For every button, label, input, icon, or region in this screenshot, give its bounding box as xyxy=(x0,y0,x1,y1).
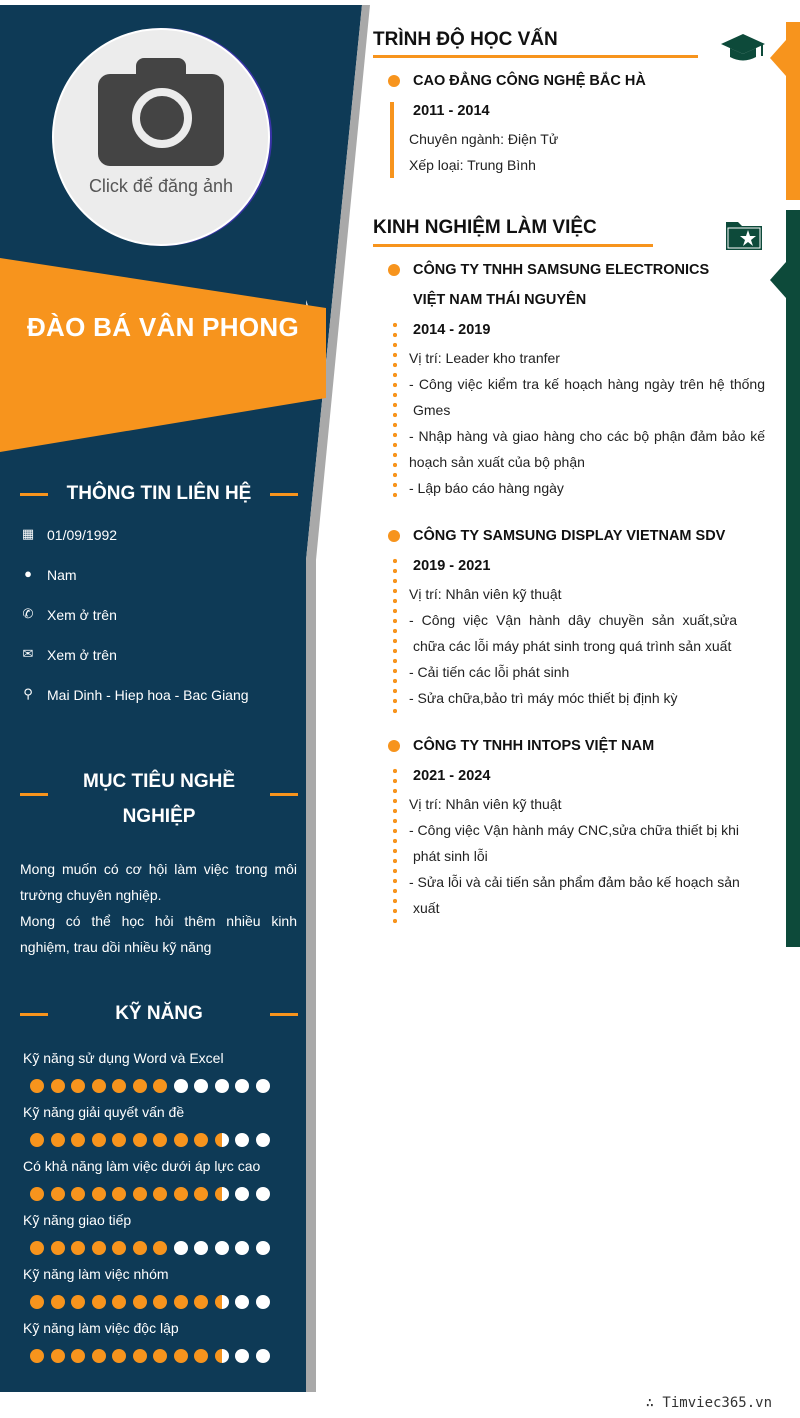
skill-dot xyxy=(235,1133,249,1147)
skill-dot xyxy=(112,1349,126,1363)
skill-dot xyxy=(71,1187,85,1201)
skill-dot xyxy=(51,1133,65,1147)
job-detail: - Công việc kiểm tra kế hoạch hàng ngày trên hệ thống xyxy=(409,376,765,392)
skill-dot xyxy=(71,1295,85,1309)
skill-label: Kỹ năng sử dụng Word và Excel xyxy=(23,1050,224,1066)
skill-dot xyxy=(133,1079,147,1093)
skill-dot xyxy=(194,1349,208,1363)
job-detail: - Sửa chữa,bảo trì máy móc thiết bị định kỳ xyxy=(409,690,678,706)
skill-dot xyxy=(153,1241,167,1255)
objective-text xyxy=(20,856,297,960)
contact-phone-text: Xem ở trên xyxy=(47,607,117,623)
email-icon: ✉ xyxy=(22,646,34,661)
contact-email-text: Xem ở trên xyxy=(47,647,117,663)
skill-dot xyxy=(194,1187,208,1201)
skill-dot xyxy=(256,1079,270,1093)
skill-label: Kỹ năng làm việc độc lập xyxy=(23,1320,179,1336)
skill-dot xyxy=(256,1187,270,1201)
job-bullet xyxy=(388,530,400,542)
skill-dot xyxy=(194,1079,208,1093)
contact-address xyxy=(20,686,310,706)
skills-heading xyxy=(20,1003,298,1025)
avatar-upload[interactable] xyxy=(52,28,270,246)
skill-label: Có khả năng làm việc dưới áp lực cao xyxy=(23,1158,261,1174)
objective-title-line2: NGHIỆP xyxy=(122,806,196,827)
skill-dot xyxy=(215,1241,229,1255)
experience-underline xyxy=(373,244,653,247)
skill-dot xyxy=(133,1187,147,1201)
skill-dot xyxy=(51,1079,65,1093)
skill-dot xyxy=(133,1241,147,1255)
skill-dot xyxy=(112,1241,126,1255)
camera-lens xyxy=(132,88,192,148)
job-detail: chữa các lỗi máy phát sinh trong quá trình sản xuất xyxy=(413,638,732,654)
skill-dot xyxy=(71,1349,85,1363)
skill-dot xyxy=(174,1133,188,1147)
skill-dot xyxy=(153,1349,167,1363)
skill-dot xyxy=(215,1187,229,1201)
job-company: CÔNG TY TNHH SAMSUNG ELECTRONICS xyxy=(413,262,710,278)
skill-dot xyxy=(153,1187,167,1201)
skill-dot xyxy=(256,1295,270,1309)
skill-dot xyxy=(174,1187,188,1201)
skill-dot xyxy=(133,1133,147,1147)
education-school: CAO ĐẲNG CÔNG NGHỆ BẮC HÀ xyxy=(413,73,646,89)
skill-dot xyxy=(174,1295,188,1309)
skill-dot xyxy=(51,1187,65,1201)
contact-gender-text: Nam xyxy=(47,567,77,583)
calendar-icon: ▦ xyxy=(21,526,35,541)
skill-dot xyxy=(92,1187,106,1201)
user-icon: ● xyxy=(24,566,32,581)
education-major: Chuyên ngành: Điện Tử xyxy=(409,131,559,147)
job-detail: - Lập báo cáo hàng ngày xyxy=(409,480,564,496)
job-timeline xyxy=(393,320,397,500)
contact-dob-text: 01/09/1992 xyxy=(47,527,118,543)
skill-dot xyxy=(235,1241,249,1255)
skill-dot xyxy=(153,1295,167,1309)
skill-dot xyxy=(215,1079,229,1093)
job-bullet xyxy=(388,740,400,752)
skill-dot xyxy=(92,1079,106,1093)
job-timeline xyxy=(393,556,397,714)
objective-line: Mong có thể học hỏi thêm nhiều kinh xyxy=(20,913,297,929)
skill-dot xyxy=(51,1241,65,1255)
phone-icon: ✆ xyxy=(22,606,34,621)
skill-dot xyxy=(51,1295,65,1309)
contact-title: THÔNG TIN LIÊN HỆ xyxy=(66,483,252,504)
skill-dot xyxy=(51,1349,65,1363)
skill-dot xyxy=(194,1295,208,1309)
watermark-footer[interactable]: ∴ Timviec365.vn xyxy=(645,1395,772,1411)
skill-dot xyxy=(174,1241,188,1255)
job-years: 2021 - 2024 xyxy=(413,768,491,784)
skill-dot xyxy=(30,1295,44,1309)
job-detail: Vị trí: Nhân viên kỹ thuật xyxy=(409,796,562,812)
skill-rating xyxy=(30,1241,270,1255)
skill-dot xyxy=(194,1133,208,1147)
skills-title: KỸ NĂNG xyxy=(115,1003,203,1024)
skill-dot xyxy=(174,1349,188,1363)
contact-address-text: Mai Dinh - Hiep hoa - Bac Giang xyxy=(47,687,249,703)
job-company: CÔNG TY TNHH INTOPS VIỆT NAM xyxy=(413,738,655,754)
skill-dot xyxy=(30,1187,44,1201)
job-detail: Gmes xyxy=(413,402,451,418)
skill-dot xyxy=(153,1133,167,1147)
skill-dot xyxy=(112,1295,126,1309)
objective-heading xyxy=(20,764,298,834)
graduation-cap-icon xyxy=(720,32,766,64)
contact-dob xyxy=(20,526,310,546)
skill-dot xyxy=(71,1241,85,1255)
education-underline xyxy=(373,55,698,58)
heading-bar xyxy=(20,793,48,796)
education-timeline xyxy=(390,102,394,178)
job-detail: - Nhập hàng và giao hàng cho các bộ phận đảm bảo kế xyxy=(409,428,765,444)
skill-dot xyxy=(194,1241,208,1255)
experience-title: KINH NGHIỆM LÀM VIỆC xyxy=(373,217,597,238)
skill-dot xyxy=(256,1133,270,1147)
education-years: 2011 - 2014 xyxy=(413,103,490,119)
skill-dot xyxy=(235,1295,249,1309)
skill-dot xyxy=(133,1349,147,1363)
skill-rating xyxy=(30,1295,270,1309)
skill-rating xyxy=(30,1187,270,1201)
contact-phone xyxy=(20,606,310,626)
objective-line: nghiệm, trau dồi nhiều kỹ năng xyxy=(20,939,212,955)
skill-rating xyxy=(30,1133,270,1147)
skill-dot xyxy=(92,1295,106,1309)
location-icon: ⚲ xyxy=(23,686,33,701)
skill-dot xyxy=(215,1133,229,1147)
skill-dot xyxy=(30,1133,44,1147)
skill-dot xyxy=(235,1187,249,1201)
skill-dot xyxy=(215,1349,229,1363)
objective-title-line1: MỤC TIÊU NGHỀ xyxy=(83,771,235,792)
job-detail: - Công việc Vận hành dây chuyền sản xuất,sửa xyxy=(409,612,737,628)
skill-dot xyxy=(256,1241,270,1255)
skill-dot xyxy=(92,1241,106,1255)
skill-dot xyxy=(30,1349,44,1363)
skill-dot xyxy=(256,1349,270,1363)
skill-dot xyxy=(71,1133,85,1147)
skill-dot xyxy=(235,1349,249,1363)
education-bullet xyxy=(388,75,400,87)
job-bullet xyxy=(388,264,400,276)
job-years: 2019 - 2021 xyxy=(413,558,491,574)
skill-dot xyxy=(71,1079,85,1093)
job-detail: xuất xyxy=(413,900,440,916)
skill-rating xyxy=(30,1079,270,1093)
folder-star-icon xyxy=(724,218,764,252)
contact-email xyxy=(20,646,310,666)
skill-label: Kỹ năng giải quyết vấn đề xyxy=(23,1104,185,1120)
job-detail: phát sinh lỗi xyxy=(413,848,488,864)
objective-line: Mong muốn có cơ hội làm việc trong môi xyxy=(20,861,297,877)
heading-bar xyxy=(270,493,298,496)
job-detail: Vị trí: Nhân viên kỹ thuật xyxy=(409,586,562,602)
skill-dot xyxy=(174,1079,188,1093)
skill-label: Kỹ năng giao tiếp xyxy=(23,1212,132,1228)
skill-dot xyxy=(153,1079,167,1093)
heading-bar xyxy=(270,1013,298,1016)
contact-gender xyxy=(20,566,310,586)
contact-heading xyxy=(20,483,298,505)
skill-dot xyxy=(92,1349,106,1363)
candidate-name: ĐÀO BÁ VÂN PHONG xyxy=(26,312,300,342)
job-detail: - Sửa lỗi và cải tiến sản phẩm đảm bảo kế hoạch sản xyxy=(409,874,740,890)
skill-dot xyxy=(30,1079,44,1093)
job-detail: hoạch sản xuất của bộ phận xyxy=(409,454,585,470)
job-timeline xyxy=(393,766,397,924)
skill-dot xyxy=(215,1295,229,1309)
job-company: VIỆT NAM THÁI NGUYÊN xyxy=(413,292,587,308)
education-grade: Xếp loại: Trung Bình xyxy=(409,157,536,173)
avatar-label: Click để đăng ảnh xyxy=(88,176,234,196)
skill-dot xyxy=(133,1295,147,1309)
heading-bar xyxy=(270,793,298,796)
skill-label: Kỹ năng làm việc nhóm xyxy=(23,1266,169,1282)
job-company: CÔNG TY SAMSUNG DISPLAY VIETNAM SDV xyxy=(413,528,726,544)
skill-dot xyxy=(235,1079,249,1093)
skill-dot xyxy=(112,1133,126,1147)
skill-rating xyxy=(30,1349,270,1363)
job-detail: Vị trí: Leader kho tranfer xyxy=(409,350,560,366)
skill-dot xyxy=(112,1187,126,1201)
heading-bar xyxy=(20,1013,48,1016)
job-detail: - Công việc Vận hành máy CNC,sửa chữa thiết bị khi xyxy=(409,822,740,838)
job-years: 2014 - 2019 xyxy=(413,322,491,338)
heading-bar xyxy=(20,493,48,496)
skill-dot xyxy=(30,1241,44,1255)
education-title: TRÌNH ĐỘ HỌC VẤN xyxy=(373,29,558,50)
skill-dot xyxy=(112,1079,126,1093)
skill-dot xyxy=(92,1133,106,1147)
job-detail: - Cải tiến các lỗi phát sinh xyxy=(409,664,570,680)
objective-line: trường chuyên nghiệp. xyxy=(20,887,162,903)
